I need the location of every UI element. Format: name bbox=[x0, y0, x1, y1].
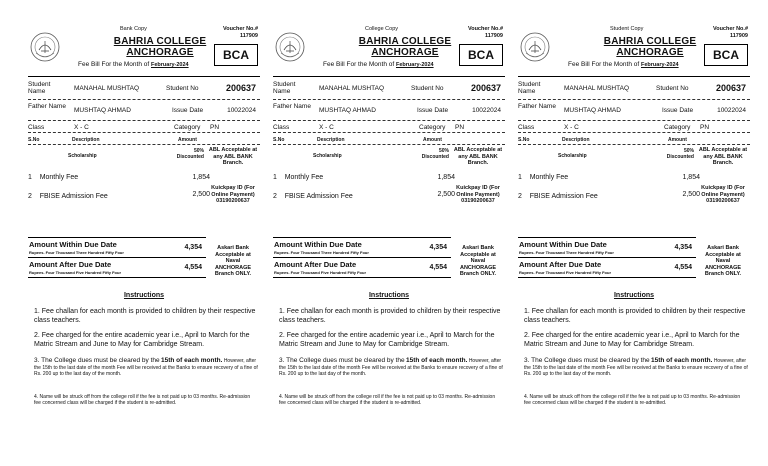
after-amount: 4,554 bbox=[184, 264, 202, 271]
instruction-3-deadline: 15th of each month. bbox=[161, 357, 223, 364]
instruction-3-deadline: 15th of each month. bbox=[651, 357, 713, 364]
after-label: Amount After Due Date bbox=[274, 260, 357, 269]
voucher-value: 117909 bbox=[484, 33, 503, 39]
college-copy bbox=[273, 22, 505, 442]
col-description: Description bbox=[317, 137, 345, 143]
fee-item-sno: 1 bbox=[518, 174, 522, 181]
within-amount: 4,354 bbox=[429, 244, 447, 251]
issue-date-label: Issue Date bbox=[662, 107, 694, 114]
fee-bill-prefix: Fee Bill For the Month of bbox=[568, 61, 640, 68]
issue-date: 10022024 bbox=[227, 107, 256, 114]
student-no: 200637 bbox=[225, 83, 256, 93]
category-value: PN bbox=[700, 124, 710, 131]
instruction-3 bbox=[524, 357, 748, 378]
copy-label: Student Copy bbox=[610, 26, 644, 32]
within-words: Rupees. Four Thousand Three Hundred Fifty Four bbox=[29, 250, 124, 255]
fee-item-sno: 2 bbox=[273, 193, 277, 200]
amount-after-due-date bbox=[273, 257, 451, 277]
fee-item bbox=[518, 193, 598, 200]
within-label: Amount Within Due Date bbox=[519, 240, 607, 249]
amount-within-due-date bbox=[273, 237, 451, 257]
header-divider bbox=[518, 76, 750, 77]
college-name bbox=[98, 36, 222, 58]
instruction-2: 2. Fee charged for the entire academic year i.e., April to March for the Matric Stream and June to May for Cambridge Stream. bbox=[34, 332, 250, 348]
discount-label: 50% Discounted bbox=[176, 148, 204, 160]
father-row bbox=[518, 100, 750, 121]
after-words: Rupees. Four Thousand Five Hundred Fifty Four bbox=[29, 270, 122, 275]
fee-item-desc: FBISE Admission Fee bbox=[529, 193, 598, 200]
voucher-number bbox=[223, 26, 258, 40]
instruction-3 bbox=[34, 357, 258, 378]
discount-label: 50% Discounted bbox=[421, 148, 449, 160]
scholarship-label: Scholarship bbox=[313, 153, 342, 159]
fee-bill-month-value: February-2024 bbox=[395, 62, 434, 68]
scholarship-label: Scholarship bbox=[558, 153, 587, 159]
college-line-1: BAHRIA COLLEGE bbox=[358, 36, 452, 47]
instruction-4: 4. Name will be struck off from the college roll if the fee is not paid up to 03 months. Re-admission fee concerned class will be charged if the student is re-admitted. bbox=[34, 394, 251, 407]
fee-table-header bbox=[518, 133, 750, 145]
fee-item-sno: 1 bbox=[28, 174, 32, 181]
father-row bbox=[28, 100, 260, 121]
father-name-label: Father Name bbox=[518, 103, 556, 110]
fee-table-header bbox=[28, 133, 260, 145]
college-line-2: ANCHORAGE bbox=[371, 47, 439, 58]
instruction-2: 2. Fee charged for the entire academic year i.e., April to March for the Matric Stream and June to May for Cambridge Stream. bbox=[524, 332, 740, 348]
amount-after-due-date bbox=[518, 257, 696, 277]
instruction-3-detail: However, after the 15th to the last date of the month Fee will be received at the Banks to ensure recovery of a fine of Rs. 200 up to the last day of the month. bbox=[34, 358, 258, 378]
col-sno: S.No bbox=[273, 137, 285, 143]
col-sno: S.No bbox=[518, 137, 530, 143]
col-description: Description bbox=[72, 137, 100, 143]
student-name: MANAHAL MUSHTAQ bbox=[319, 85, 385, 92]
class-value: X - C bbox=[319, 124, 334, 131]
student-no: 200637 bbox=[715, 83, 746, 93]
within-amount: 4,354 bbox=[184, 244, 202, 251]
col-amount: Amount bbox=[668, 137, 687, 143]
instructions-title: Instructions bbox=[123, 292, 165, 299]
father-name-label: Father Name bbox=[28, 103, 66, 110]
student-name: MANAHAL MUSHTAQ bbox=[564, 85, 630, 92]
college-seal-icon bbox=[520, 32, 550, 62]
instruction-4: 4. Name will be struck off from the college roll if the fee is not paid up to 03 months. Re-admission fee concerned class will be charged if the student is re-admitted. bbox=[279, 394, 496, 407]
kuickpay-note: Kuickpay ID (For Online Payment) 03190200637 bbox=[211, 185, 255, 204]
fee-item-amount: 2,500 bbox=[682, 191, 700, 198]
fee-item-desc: Monthly Fee bbox=[39, 174, 79, 181]
fee-item-desc: Monthly Fee bbox=[529, 174, 569, 181]
after-words: Rupees. Four Thousand Five Hundred Fifty Four bbox=[274, 270, 367, 275]
instruction-3 bbox=[279, 357, 503, 378]
college-line-1: BAHRIA COLLEGE bbox=[113, 36, 207, 47]
student-name: MANAHAL MUSHTAQ bbox=[74, 85, 140, 92]
category-label: Category bbox=[664, 124, 691, 131]
class-row bbox=[518, 121, 750, 133]
college-name bbox=[588, 36, 712, 58]
kuickpay-note: Kuickpay ID (For Online Payment) 03190200637 bbox=[701, 185, 745, 204]
abl-bank-note: ABL Acceptable at any ABL BANK Branch. bbox=[453, 147, 503, 166]
instructions-title: Instructions bbox=[368, 292, 410, 299]
category-value: PN bbox=[210, 124, 220, 131]
fee-item-sno: 1 bbox=[273, 174, 277, 181]
college-line-2: ANCHORAGE bbox=[616, 47, 684, 58]
student-row bbox=[28, 78, 260, 100]
header-divider bbox=[273, 76, 505, 77]
voucher-number bbox=[468, 26, 503, 40]
voucher-label: Voucher No.# bbox=[712, 26, 748, 32]
fee-bill-prefix: Fee Bill For the Month of bbox=[78, 61, 150, 68]
scholarship-label: Scholarship bbox=[68, 153, 97, 159]
instruction-3-lead: 3. The College dues must be cleared by the bbox=[524, 357, 650, 364]
totals-block bbox=[273, 237, 505, 287]
fee-item bbox=[273, 193, 353, 200]
student-row bbox=[273, 78, 505, 100]
fee-table-body bbox=[28, 145, 260, 237]
college-name bbox=[343, 36, 467, 58]
class-label: Class bbox=[518, 124, 535, 131]
fee-bill-month-value: February-2024 bbox=[150, 62, 189, 68]
fee-item bbox=[28, 193, 108, 200]
fee-table-body bbox=[273, 145, 505, 237]
father-name-label: Father Name bbox=[273, 103, 311, 110]
issue-date: 10022024 bbox=[717, 107, 746, 114]
class-label: Class bbox=[28, 124, 45, 131]
college-code-box: BCA bbox=[704, 44, 748, 66]
amount-within-due-date bbox=[28, 237, 206, 257]
totals-block bbox=[518, 237, 750, 287]
instructions-title: Instructions bbox=[613, 292, 655, 299]
after-label: Amount After Due Date bbox=[519, 260, 602, 269]
totals-divider bbox=[273, 277, 451, 278]
amount-within-due-date bbox=[518, 237, 696, 257]
voucher-header bbox=[518, 22, 750, 78]
fee-bill-month bbox=[78, 61, 189, 68]
student-copy bbox=[518, 22, 750, 442]
instruction-1: 1. Fee challan for each month is provided to children by their respective class teachers. bbox=[279, 308, 501, 324]
instruction-3-detail: However, after the 15th to the last date of the month Fee will be received at the Banks to ensure recovery of a fine of Rs. 200 up to the last day of the month. bbox=[524, 358, 748, 378]
issue-date-label: Issue Date bbox=[417, 107, 449, 114]
instruction-3-lead: 3. The College dues must be cleared by the bbox=[279, 357, 405, 364]
fee-item-amount: 1,854 bbox=[682, 174, 700, 181]
copy-label: Bank Copy bbox=[120, 26, 147, 32]
instruction-1: 1. Fee challan for each month is provided to children by their respective class teachers. bbox=[524, 308, 746, 324]
class-row bbox=[273, 121, 505, 133]
totals-divider bbox=[518, 277, 696, 278]
totals-divider bbox=[28, 277, 206, 278]
fee-item-sno: 2 bbox=[518, 193, 522, 200]
class-label: Class bbox=[273, 124, 290, 131]
askari-bank-note: Askari Bank Acceptable at Naval ANCHORAGE Branch ONLY. bbox=[459, 245, 497, 277]
fee-item-amount: 2,500 bbox=[192, 191, 210, 198]
fee-item-amount: 1,854 bbox=[437, 174, 455, 181]
class-value: X - C bbox=[564, 124, 579, 131]
student-no-label: Student No bbox=[411, 85, 444, 92]
father-row bbox=[273, 100, 505, 121]
father-name: MUSHTAQ AHMAD bbox=[319, 107, 376, 114]
class-value: X - C bbox=[74, 124, 89, 131]
fee-item-sno: 2 bbox=[28, 193, 32, 200]
within-words: Rupees. Four Thousand Three Hundred Fifty Four bbox=[274, 250, 369, 255]
college-line-2: ANCHORAGE bbox=[126, 47, 194, 58]
class-row bbox=[28, 121, 260, 133]
askari-bank-note: Askari Bank Acceptable at Naval ANCHORAGE Branch ONLY. bbox=[704, 245, 742, 277]
college-line-1: BAHRIA COLLEGE bbox=[603, 36, 697, 47]
col-amount: Amount bbox=[178, 137, 197, 143]
student-row bbox=[518, 78, 750, 100]
abl-bank-note: ABL Acceptable at any ABL BANK Branch. bbox=[208, 147, 258, 166]
instruction-3-detail: However, after the 15th to the last date of the month Fee will be received at the Banks to ensure recovery of a fine of Rs. 200 up to the last day of the month. bbox=[279, 358, 503, 378]
col-description: Description bbox=[562, 137, 590, 143]
college-code-box: BCA bbox=[459, 44, 503, 66]
within-label: Amount Within Due Date bbox=[29, 240, 117, 249]
within-label: Amount Within Due Date bbox=[274, 240, 362, 249]
instruction-4: 4. Name will be struck off from the college roll if the fee is not paid up to 03 months. Re-admission fee concerned class will be charged if the student is re-admitted. bbox=[524, 394, 741, 407]
kuickpay-note: Kuickpay ID (For Online Payment) 03190200637 bbox=[456, 185, 500, 204]
header-divider bbox=[28, 76, 260, 77]
fee-item bbox=[273, 174, 323, 181]
student-name-label: Student Name bbox=[518, 81, 541, 95]
voucher-label: Voucher No.# bbox=[467, 26, 503, 32]
within-amount: 4,354 bbox=[674, 244, 692, 251]
after-words: Rupees. Four Thousand Five Hundred Fifty Four bbox=[519, 270, 612, 275]
fee-table-header bbox=[273, 133, 505, 145]
totals-block bbox=[28, 237, 260, 287]
fee-item-desc: FBISE Admission Fee bbox=[39, 193, 108, 200]
fee-table-body bbox=[518, 145, 750, 237]
voucher-header bbox=[273, 22, 505, 78]
instruction-3-deadline: 15th of each month. bbox=[406, 357, 468, 364]
voucher-value: 117909 bbox=[729, 33, 748, 39]
category-label: Category bbox=[174, 124, 201, 131]
fee-bill-month bbox=[568, 61, 679, 68]
category-value: PN bbox=[455, 124, 465, 131]
askari-bank-note: Askari Bank Acceptable at Naval ANCHORAGE Branch ONLY. bbox=[214, 245, 252, 277]
student-no-label: Student No bbox=[656, 85, 689, 92]
voucher-label: Voucher No.# bbox=[222, 26, 258, 32]
voucher-value: 117909 bbox=[239, 33, 258, 39]
issue-date: 10022024 bbox=[472, 107, 501, 114]
after-amount: 4,554 bbox=[674, 264, 692, 271]
fee-bill-month bbox=[323, 61, 434, 68]
col-amount: Amount bbox=[423, 137, 442, 143]
college-seal-icon bbox=[30, 32, 60, 62]
college-seal-icon bbox=[275, 32, 305, 62]
instruction-3-lead: 3. The College dues must be cleared by the bbox=[34, 357, 160, 364]
student-no: 200637 bbox=[470, 83, 501, 93]
fee-item-desc: FBISE Admission Fee bbox=[284, 193, 353, 200]
student-name-label: Student Name bbox=[273, 81, 296, 95]
instruction-1: 1. Fee challan for each month is provided to children by their respective class teachers. bbox=[34, 308, 256, 324]
student-no-label: Student No bbox=[166, 85, 199, 92]
father-name: MUSHTAQ AHMAD bbox=[74, 107, 131, 114]
fee-item-amount: 2,500 bbox=[437, 191, 455, 198]
fee-item-amount: 1,854 bbox=[192, 174, 210, 181]
after-label: Amount After Due Date bbox=[29, 260, 112, 269]
fee-item bbox=[518, 174, 568, 181]
discount-label: 50% Discounted bbox=[666, 148, 694, 160]
fee-item bbox=[28, 174, 78, 181]
bank-copy bbox=[28, 22, 260, 442]
fee-bill-prefix: Fee Bill For the Month of bbox=[323, 61, 395, 68]
col-sno: S.No bbox=[28, 137, 40, 143]
copy-label: College Copy bbox=[365, 26, 399, 32]
amount-after-due-date bbox=[28, 257, 206, 277]
voucher-header bbox=[28, 22, 260, 78]
student-name-label: Student Name bbox=[28, 81, 51, 95]
fee-item-desc: Monthly Fee bbox=[284, 174, 324, 181]
fee-bill-month-value: February-2024 bbox=[640, 62, 679, 68]
issue-date-label: Issue Date bbox=[172, 107, 204, 114]
voucher-number bbox=[713, 26, 748, 40]
abl-bank-note: ABL Acceptable at any ABL BANK Branch. bbox=[698, 147, 748, 166]
category-label: Category bbox=[419, 124, 446, 131]
within-words: Rupees. Four Thousand Three Hundred Fifty Four bbox=[519, 250, 614, 255]
after-amount: 4,554 bbox=[429, 264, 447, 271]
father-name: MUSHTAQ AHMAD bbox=[564, 107, 621, 114]
college-code-box: BCA bbox=[214, 44, 258, 66]
instruction-2: 2. Fee charged for the entire academic year i.e., April to March for the Matric Stream and June to May for Cambridge Stream. bbox=[279, 332, 495, 348]
